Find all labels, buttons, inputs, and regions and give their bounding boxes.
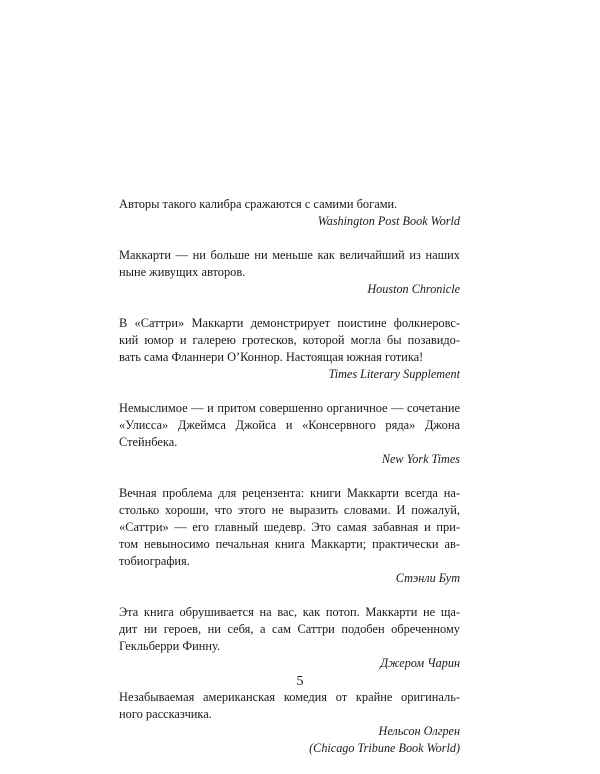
quote-line: Стейнбека. [119,435,178,449]
quote-line: Незабываемая американская комедия от крайне оригиналь- [119,690,460,704]
quote-line: тобиография. [119,554,190,568]
blurb-source: New York Times [381,452,460,466]
blurb-source: Houston Chronicle [367,282,460,296]
quote-line: «Улисса» Джеймса Джойса и «Консервного ряда» Джона [119,418,460,432]
quote-line: вать сама Фланнери О’Коннор. Настоящая южная готика! [119,350,424,364]
blurb-source: Стэнли Бут [395,571,460,585]
blurb-new-york-times [119,400,460,468]
quote-line: Гекльберри Финну. [119,639,221,653]
blurb-times-literary-supplement [119,315,460,383]
blurb-quote [119,485,460,570]
blurb-quote [119,315,460,366]
quote-line: Эта книга обрушивается на вас, как потоп. Маккарти не ща- [119,605,460,619]
quote-line: Авторы такого калибра сражаются с самими богами. [119,197,398,211]
blurb-quote [119,400,460,451]
blurb-quote [119,247,460,281]
blurb-source-publication: (Chicago Tribune Book World) [309,741,460,755]
blurb-stanley-booth [119,485,460,587]
blurb-quote [119,196,460,213]
blurb-nelson-algren [119,689,460,757]
quote-line: ныне живущих авторов. [119,265,246,279]
blurb-quote [119,604,460,655]
quote-line: дит ни героев, ни себя, а сам Саттри подобен обреченному [119,622,460,636]
quote-line: том невыносимо печальная книга Маккарти; практически ав- [119,537,460,551]
quote-line: «Саттри» — его главный шедевр. Это самая забавная и при- [119,520,460,534]
quote-line: Немыслимое — и притом совершенно органичное — сочетание [119,401,460,415]
blurb-source: Washington Post Book World [317,214,460,228]
blurb-jerome-charyn [119,604,460,672]
blurb-washington-post [119,196,460,230]
blurb-source: Нельсон Олгрен [378,724,460,738]
blurb-houston-chronicle [119,247,460,298]
quote-line: Вечная проблема для рецензента: книги Маккарти всегда на- [119,486,460,500]
quote-line: Маккарти — ни больше ни меньше как величайший из наших [119,248,460,262]
quote-line: столько хороши, что этого не выразить словами. И пожалуй, [119,503,460,517]
quote-line: В «Саттри» Маккарти демонстрирует поистине фолкнеровс- [119,316,460,330]
blurb-source: Джером Чарин [380,656,460,670]
quote-line: ного рассказчика. [119,707,212,721]
page-number: 5 [296,674,304,689]
blurb-source: Times Literary Supplement [328,367,460,381]
blurb-quote [119,689,460,723]
quote-line: кий юмор и галерею гротесков, которой могла бы позавидо- [119,333,460,347]
